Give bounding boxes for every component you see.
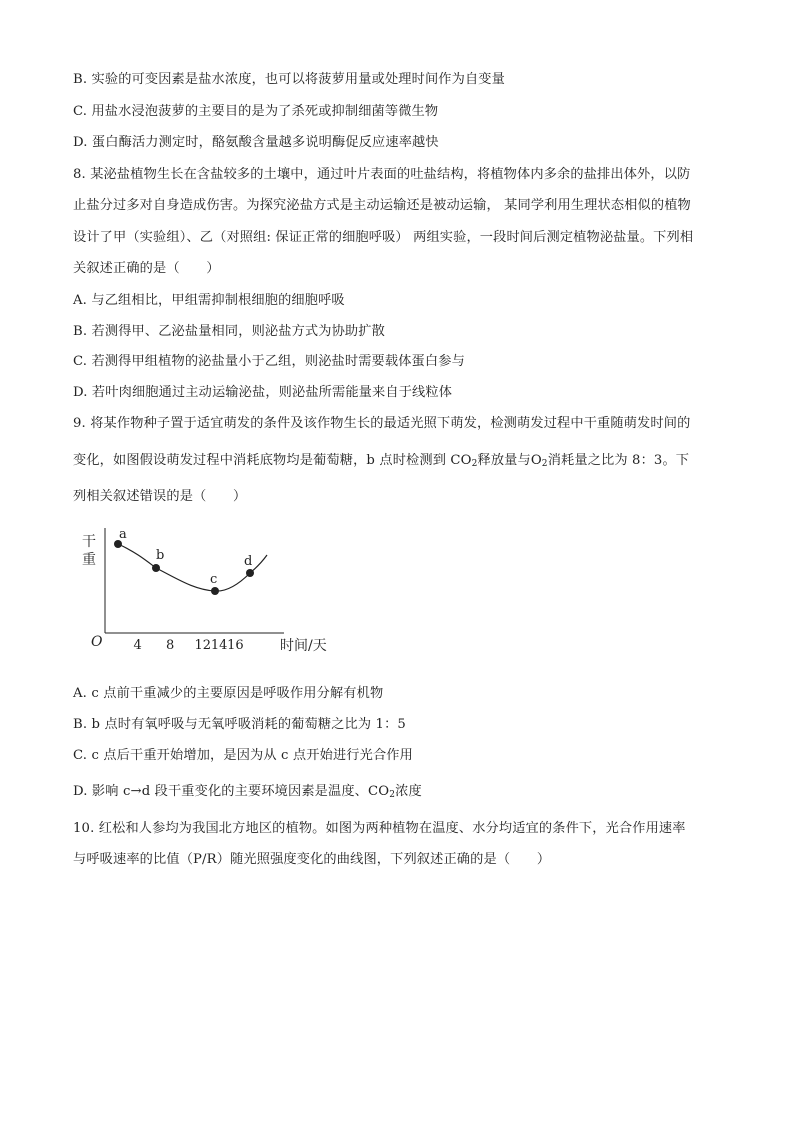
x-tick-8: 8	[166, 638, 175, 653]
question-10-line-1: 10. 红松和人参均为我国北方地区的植物。如图为两种植物在温度、水分均适宜的条件下，光合作用速率	[73, 821, 686, 836]
dry-weight-chart	[76, 522, 346, 662]
point-d	[246, 569, 254, 577]
x-axis-label: 时间/天	[280, 638, 327, 654]
option-8d: D. 若叶肉细胞通过主动运输泌盐，则泌盐所需能量来自于线粒体	[73, 385, 453, 400]
question-9-line-2: 变化，如图假设萌发过程中消耗底物均是葡萄糖，b 点时检测到 $CO_2$释放量与$O_2$消耗量之比为 8：3。下	[73, 453, 690, 469]
question-9-line-1: 9. 将某作物种子置于适宜萌发的条件及该作物生长的最适光照下萌发，检测萌发过程中干重随萌发时间的	[73, 416, 691, 431]
x-tick-16: 16	[227, 638, 244, 653]
option-9c: C. c 点后干重开始增加，是因为从 c 点开始进行光合作用	[73, 748, 413, 763]
point-d-label: d	[244, 554, 253, 569]
question-9-line-3: 列相关叙述错误的是（ ）	[73, 489, 247, 504]
question-8-line-2: 止盐分过多对自身造成伤害。为探究泌盐方式是主动运输还是被动运输， 某同学利用生理状态相似的植物	[73, 198, 691, 213]
question-10-line-2: 与呼吸速率的比值（P/R）随光照强度变化的曲线图，下列叙述正确的是（ ）	[73, 852, 551, 867]
option-8a: A. 与乙组相比，甲组需抑制根细胞的细胞呼吸	[73, 293, 345, 308]
option-8b: B. 若测得甲、乙泌盐量相同，则泌盐方式为协助扩散	[73, 324, 385, 339]
point-c	[211, 587, 219, 595]
point-c-label: c	[210, 572, 218, 587]
x-tick-14: 14	[210, 638, 228, 653]
option-9d: D. 影响 c→d 段干重变化的主要环境因素是温度、$CO_2$浓度	[73, 784, 422, 800]
option-8c: C. 若测得甲组植物的泌盐量小于乙组，则泌盐时需要载体蛋白参与	[73, 354, 465, 369]
point-a-label: a	[119, 527, 127, 542]
y-axis-label-bottom: 重	[82, 552, 96, 568]
option-7c: C. 用盐水浸泡菠萝的主要目的是为了杀死或抑制细菌等微生物	[73, 104, 439, 119]
question-8-line-3: 设计了甲（实验组）、乙（对照组: 保证正常的细胞呼吸） 两组实验，一段时间后测定植物泌盐量。下列相	[73, 230, 694, 245]
point-b-label: b	[156, 548, 165, 563]
option-7b: B. 实验的可变因素是盐水浓度，也可以将菠萝用量或处理时间作为自变量	[73, 72, 505, 87]
option-7d: D. 蛋白酶活力测定时，酪氨酸含量越多说明酶促反应速率越快	[73, 135, 439, 150]
origin-label: O	[91, 634, 103, 650]
x-tick-4: 4	[133, 638, 142, 653]
x-tick-12: 12	[194, 638, 212, 653]
option-9a: A. c 点前干重减少的主要原因是呼吸作用分解有机物	[73, 686, 384, 701]
question-8-line-4: 关叙述正确的是（ ）	[73, 261, 220, 276]
y-axis-label-top: 干	[82, 534, 96, 550]
option-9b: B. b 点时有氧呼吸与无氧呼吸消耗的葡萄糖之比为 1：5	[73, 717, 406, 732]
question-8-line-1: 8. 某泌盐植物生长在含盐较多的土壤中，通过叶片表面的吐盐结构，将植物体内多余的盐排出体外，以防	[73, 167, 691, 182]
point-b	[152, 564, 160, 572]
